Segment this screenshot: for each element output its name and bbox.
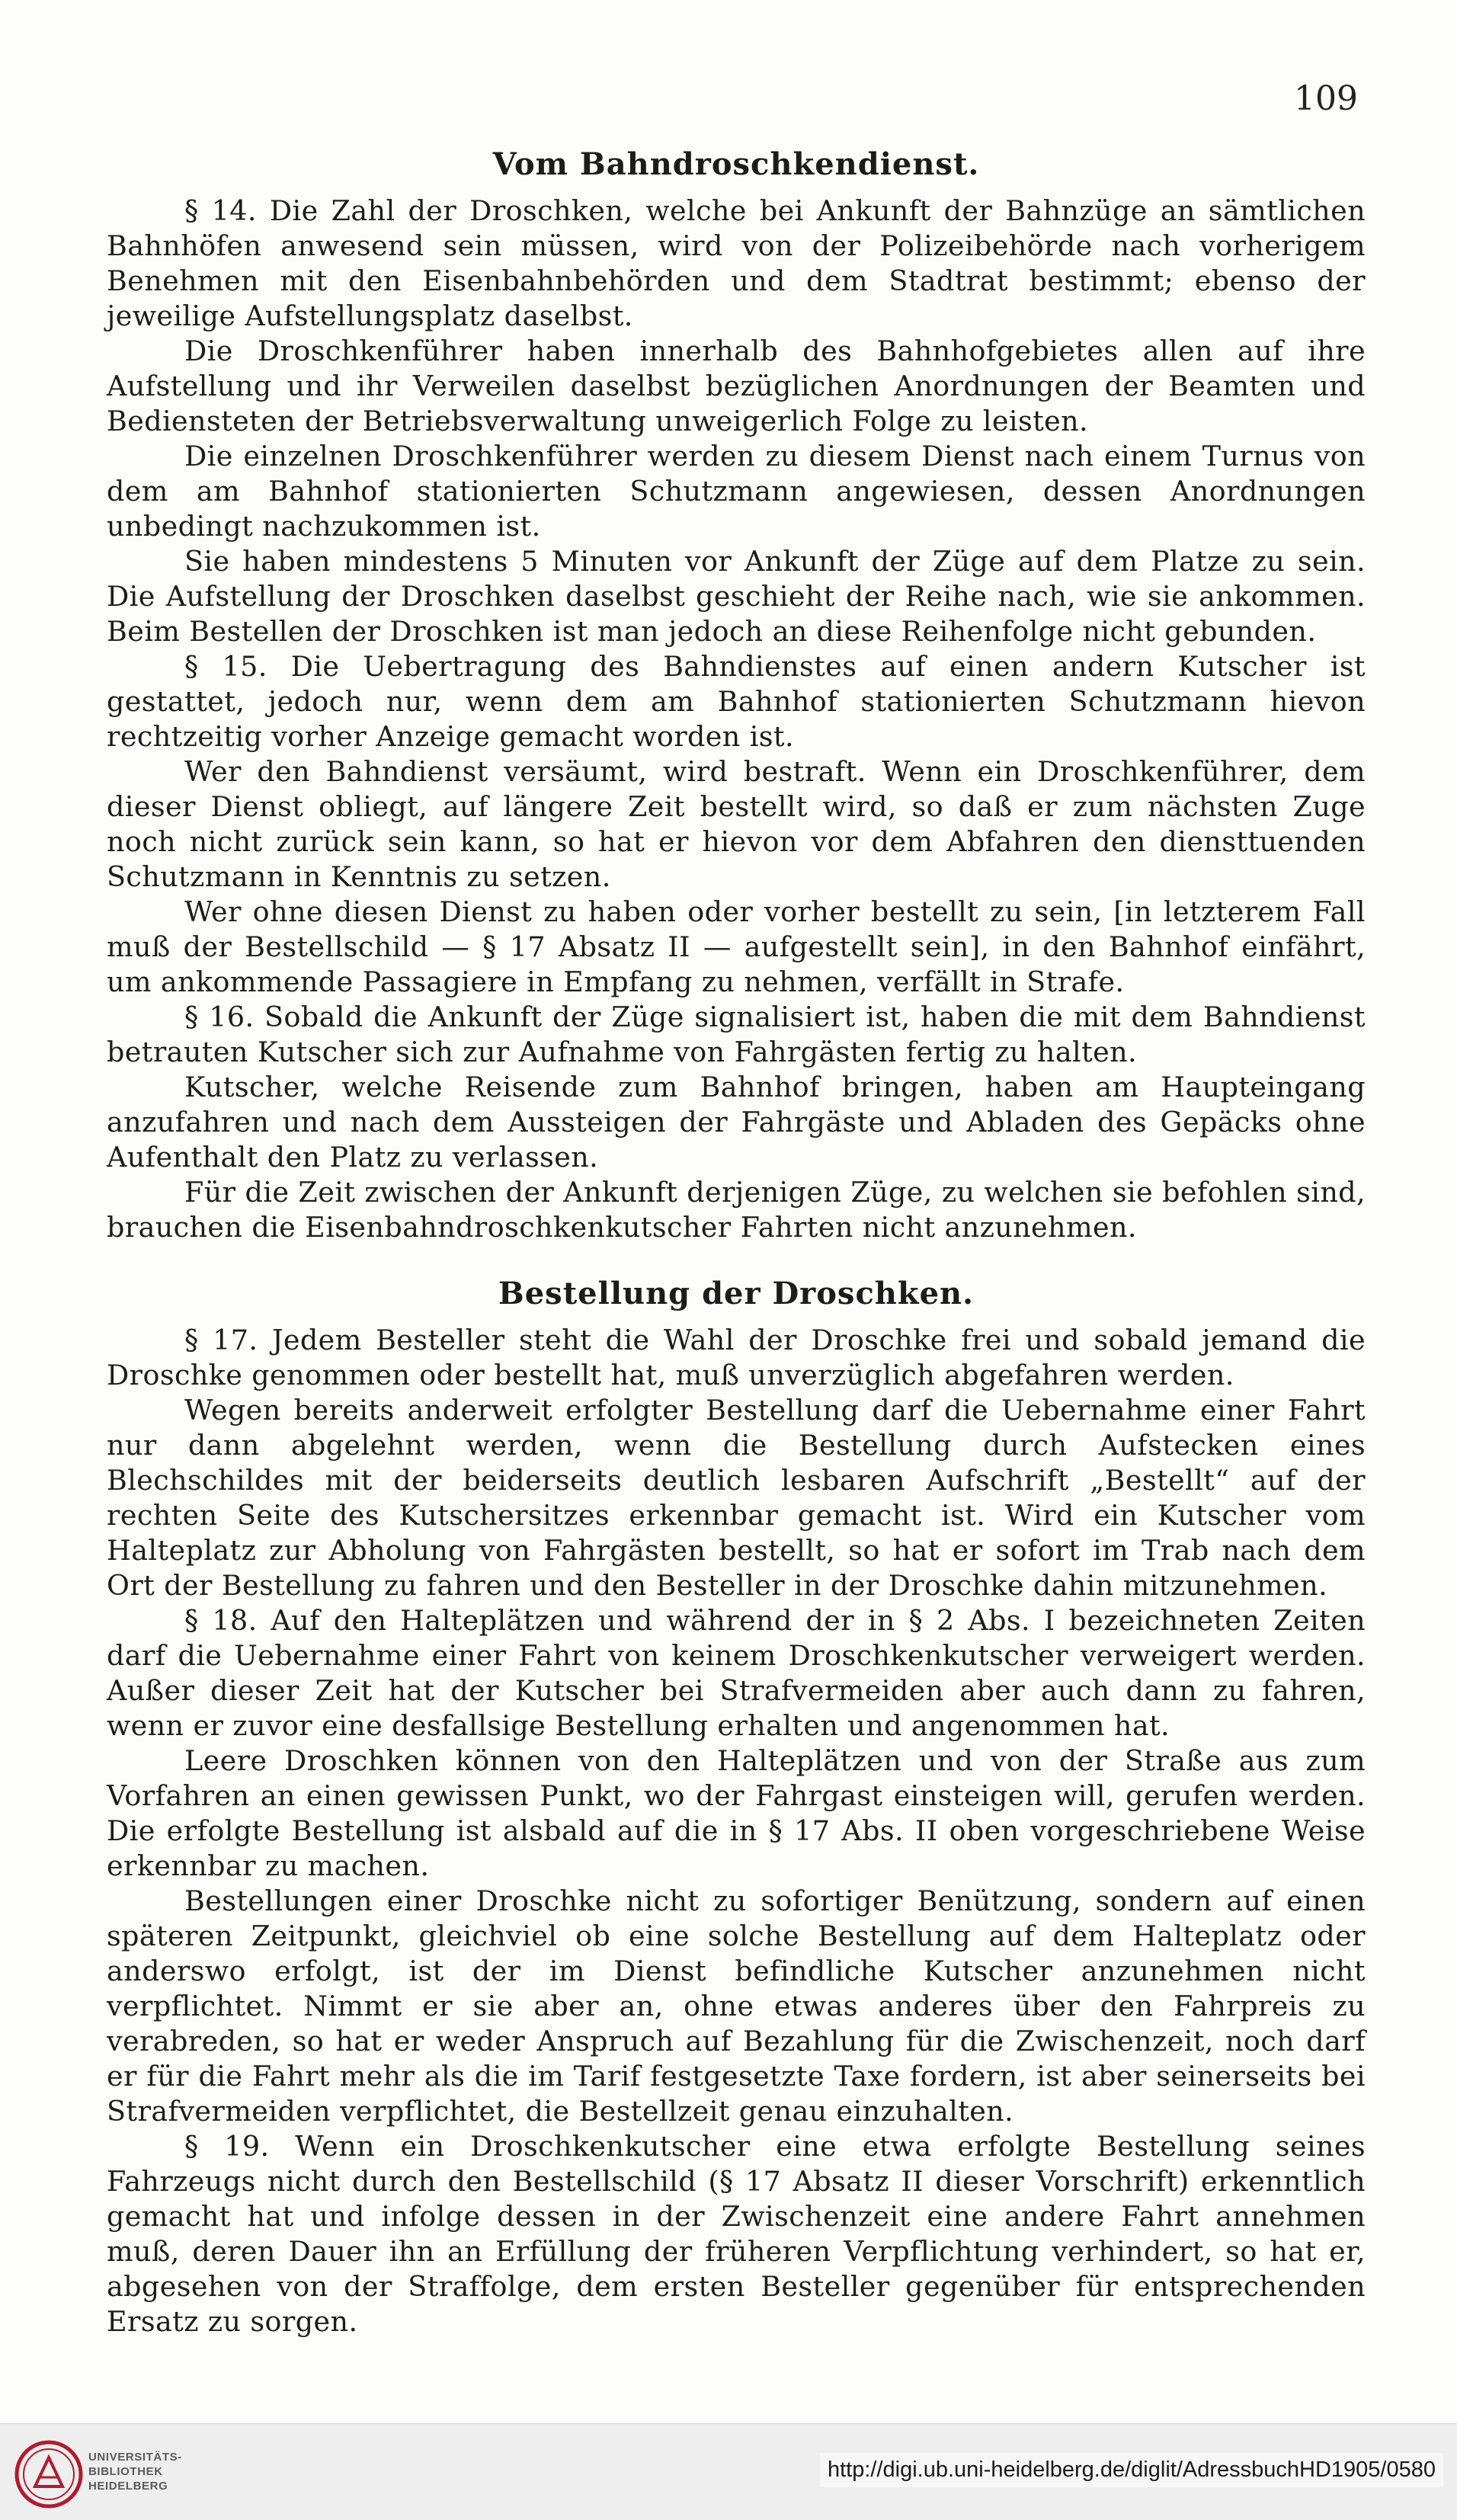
university-seal-icon [14,2439,84,2509]
paragraph: Sie haben mindestens 5 Minuten vor Ankunft der Züge auf dem Platze zu sein. Die Aufstellung der Droschken daselbst geschieht der Reihe nach, wie sie ankommen. Beim Bestellen der Droschken ist man jedoch an diese Reihenfolge nicht gebunden. [107,545,1366,648]
paragraph: Wer ohne diesen Dienst zu haben oder vorher bestellt zu sein, [in letzterem Fall muß der Bestellschild — § 17 Absatz II — aufgestellt sein], in den Bahnhof einfährt, um ankommende Passagiere in Empfang zu nehmen, verfällt in Strafe. [107,895,1366,998]
paragraph: § 16. Sobald die Ankunft der Züge signalisiert ist, haben die mit dem Bahndienst betrauten Kutscher sich zur Aufnahme von Fahrgästen fertig zu halten. [107,1001,1366,1068]
paragraph: Für die Zeit zwischen der Ankunft derjenigen Züge, zu welchen sie befohlen sind, brauchen die Eisenbahndroschkenkutscher Fahrten nicht anzunehmen. [107,1176,1366,1244]
page-content [107,143,1366,2339]
section-heading-bestellung: Bestellung der Droschken. [498,1276,975,1311]
paragraph: § 17. Jedem Besteller steht die Wahl der Droschke frei und sobald jemand die Droschke genommen oder bestellt hat, muß unverzüglich abgefahren werden. [107,1324,1366,1391]
paragraph: Die einzelnen Droschkenführer werden zu diesem Dienst nach einem Turnus von dem am Bahnhof stationierten Schutzmann angewiesen, dessen Anordnungen unbedingt nachzukommen ist. [107,440,1366,543]
logo-line: UNIVERSITÄTS- [88,2451,182,2464]
logo-line: BIBLIOTHEK [88,2465,163,2478]
paragraph: § 18. Auf den Halteplätzen und während der in § 2 Abs. I bezeichneten Zeiten darf die Uebernahme einer Fahrt von keinem Droschkenkutscher verweigert werden. Außer dieser Zeit hat der Kutscher bei Strafvermeiden aber auch dann zu fahren, wenn er zuvor eine desfallsige Bestellung erhalten und angenommen hat. [107,1604,1366,1742]
paragraph: Die Droschkenführer haben innerhalb des Bahnhofgebietes allen auf ihre Aufstellung und ihr Verweilen daselbst bezüglichen Anordnungen der Beamten und Bediensteten der Betriebsverwaltung unweigerlich Folge zu leisten. [107,335,1366,437]
section-heading-bahndroschkendienst: Vom Bahndroschkendienst. [492,146,980,182]
source-url-link[interactable]: http://digi.ub.uni-heidelberg.de/diglit/AdressbuchHD1905/0580 [820,2453,1443,2487]
footer-bar [0,2423,1457,2520]
logo-line: HEIDELBERG [88,2480,168,2493]
paragraph: Kutscher, welche Reisende zum Bahnhof bringen, haben am Haupteingang anzufahren und nach dem Aussteigen der Fahrgäste und Abladen des Gepäcks ohne Aufenthalt den Platz zu verlassen. [107,1071,1366,1174]
paragraph: Leere Droschken können von den Halteplätzen und von der Straße aus zum Vorfahren an einen gewissen Punkt, wo der Fahrgast einsteigen will, gerufen werden. Die erfolgte Bestellung ist alsbald auf die in § 17 Abs. II oben vorgeschriebene Weise erkennbar zu machen. [107,1744,1366,1882]
paragraph: § 14. Die Zahl der Droschken, welche bei Ankunft der Bahnzüge an sämtlichen Bahnhöfen anwesend sein müssen, wird von der Polizeibehörde nach vorherigem Benehmen mit den Eisenbahnbehörden und dem Stadtrat bestimmt; ebenso der jeweilige Aufstellungsplatz daselbst. [107,194,1366,332]
paragraph: Wegen bereits anderweit erfolgter Bestellung darf die Uebernahme einer Fahrt nur dann abgelehnt werden, wenn die Bestellung durch Aufstecken eines Blechschildes mit der beiderseits deutlich lesbaren Aufschrift „Bestellt“ auf der rechten Seite des Kutschersitzes erkennbar gemacht ist. Wird ein Kutscher vom Halteplatz zur Abholung von Fahrgästen bestellt, so hat er sofort im Trab nach dem Ort der Bestellung zu fahren und den Besteller in der Droschke dahin mitzunehmen. [107,1394,1366,1602]
library-logo-text [88,2450,182,2493]
page-number: 109 [1294,79,1358,118]
paragraph: § 19. Wenn ein Droschkenkutscher eine etwa erfolgte Bestellung seines Fahrzeugs nicht durch den Bestellschild (§ 17 Absatz II dieser Vorschrift) erkenntlich gemacht hat und infolge dessen in der Zwischenzeit eine andere Fahrt annehmen muß, deren Dauer ihn an Erfüllung der früheren Verpflichtung verhindert, so hat er, abgesehen von der Straffolge, dem ersten Besteller gegenüber für entsprechenden Ersatz zu sorgen. [107,2130,1366,2338]
paragraph: Wer den Bahndienst versäumt, wird bestraft. Wenn ein Droschkenführer, dem dieser Dienst obliegt, auf längere Zeit bestellt wird, so daß er zum nächsten Zuge noch nicht zurück sein kann, so hat er hievon vor dem Abfahren den diensttuenden Schutzmann in Kenntnis zu setzen. [107,755,1366,893]
paragraph: Bestellungen einer Droschke nicht zu sofortiger Benützung, sondern auf einen späteren Zeitpunkt, gleichviel ob eine solche Bestellung auf dem Halteplatz oder anderswo erfolgt, ist der im Dienst befindliche Kutscher anzunehmen nicht verpflichtet. Nimmt er sie aber an, ohne etwas anderes über den Fahrpreis zu verabreden, so hat er weder Anspruch auf Bezahlung für die Zwischenzeit, noch darf er für die Fahrt mehr als die im Tarif festgesetzte Taxe fordern, ist aber seinerseits bei Strafvermeiden verpflichtet, die Bestellzeit genau einzuhalten. [107,1884,1366,2128]
paragraph: § 15. Die Uebertragung des Bahndienstes auf einen andern Kutscher ist gestattet, jedoch nur, wenn dem am Bahnhof stationierten Schutzmann hievon rechtzeitig vorher Anzeige gemacht worden ist. [107,650,1366,753]
